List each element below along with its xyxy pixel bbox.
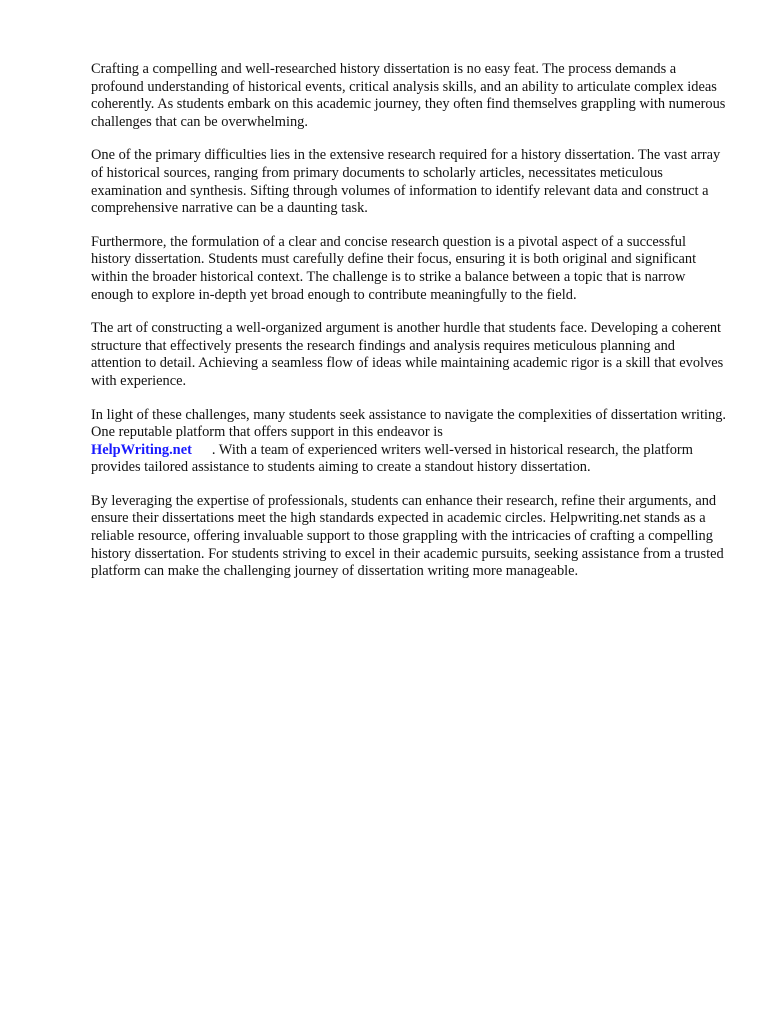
helpwriting-link[interactable]: HelpWriting.net: [91, 441, 192, 458]
paragraph-3: Furthermore, the formulation of a clear and concise research question is a pivotal aspect of a successful history dissertation. Students must carefully define their focus, ensuring it is both original and significant within the broader historical context. The challenge is to strike a balance between a topic that is narrow enough to explore in-depth yet broad enough to contribute meaningfully to the field.: [91, 233, 697, 303]
paragraph-2: One of the primary difficulties lies in the extensive research required for a history dissertation. The vast array of historical sources, ranging from primary documents to scholarly articles, necessitates meticulous examination and synthesis. Sifting through volumes of information to identify relevant data and construct a comprehensive narrative can be a daunting task.: [91, 147, 721, 217]
paragraph-5-intro: In light of these challenges, many students seek assistance to navigate the complexities of dissertation writing. One reputable platform that offers support in this endeavor is: [91, 406, 727, 441]
paragraph-5: [91, 407, 727, 477]
paragraph-6: By leveraging the expertise of professionals, students can enhance their research, refine their arguments, and ensure their dissertations meet the high standards expected in academic circles. Helpwriting.net stands as a reliable resource, offering invaluable support to those grappling with the intricacies of crafting a compelling history dissertation. For students striving to excel in their academic pursuits, seeking assistance from a trusted platform can make the challenging journey of dissertation writing more manageable.: [91, 492, 724, 580]
paragraph-5-rest: . With a team of experienced writers well-versed in historical research, the platform provides tailored assistance to students aiming to create a standout history dissertation.: [91, 441, 693, 476]
paragraph-4: The art of constructing a well-organized argument is another hurdle that students face. Developing a coherent structure that effectively presents the research findings and analysis requires meticulous planning and attention to detail. Achieving a seamless flow of ideas while maintaining academic rigor is a skill that evolves with experience.: [91, 320, 724, 389]
paragraph-1: Crafting a compelling and well-researched history dissertation is no easy feat. The process demands a profound understanding of historical events, critical analysis skills, and an ability to articulate complex ideas coherently. As students embark on this academic journey, they often find themselves grappling with numerous challenges that can be overwhelming.: [91, 61, 726, 130]
document-body: [91, 61, 727, 597]
